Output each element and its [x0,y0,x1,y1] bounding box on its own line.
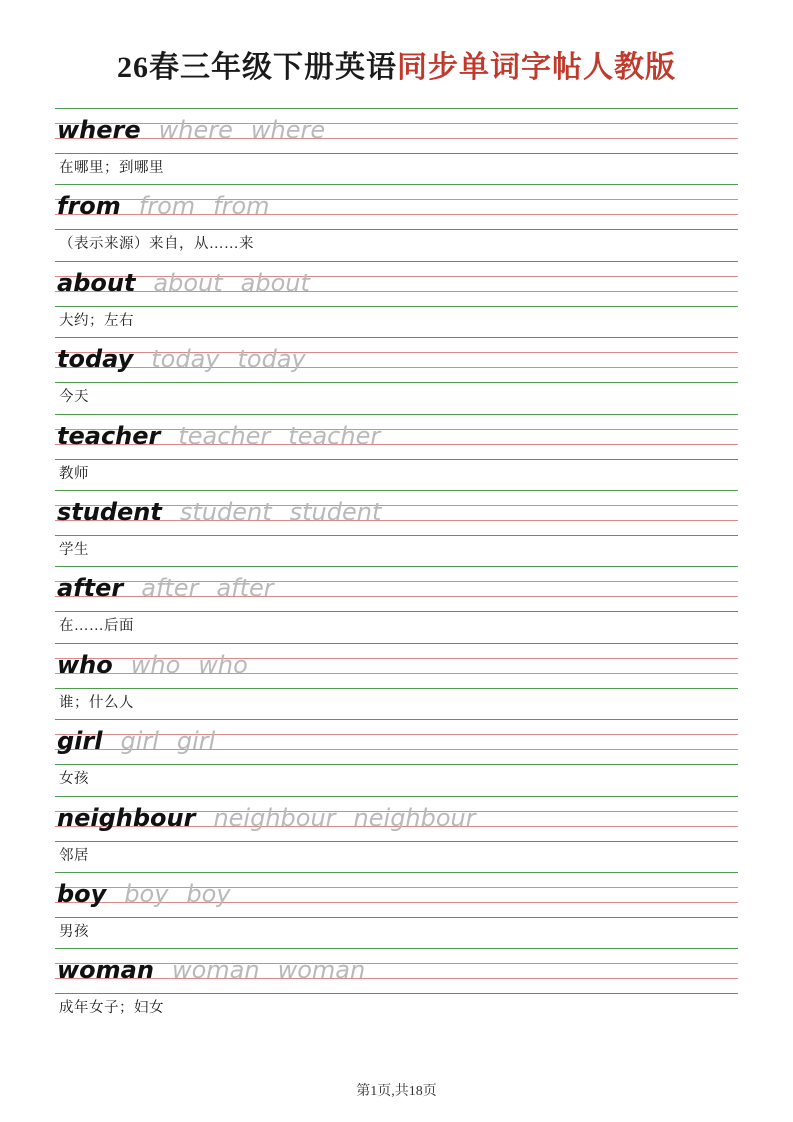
word-model: girl [57,727,103,756]
copybook-entry [55,948,738,1024]
copybook-entry [55,872,738,948]
word-trace: about [240,268,310,297]
four-line-staff [55,948,738,994]
word-row [55,259,326,307]
four-line-staff [55,719,738,765]
word-model: teacher [57,421,161,450]
word-model: today [57,345,134,374]
copybook-entry [55,490,738,566]
copybook-entry [55,184,738,260]
copybook-entry [55,643,738,719]
page-title [55,42,738,86]
page-title-part-2: 同步单词字帖人教版 [397,51,676,84]
word-trace: student [289,497,382,526]
copybook-entry [55,719,738,795]
word-meaning: 在……后面 [59,618,134,635]
word-trace: woman [171,956,260,985]
four-line-staff [55,108,738,154]
word-row [55,335,322,383]
word-trace: about [153,268,223,297]
word-meaning: 谁；什么人 [59,694,134,711]
word-model: from [57,192,121,221]
word-trace: where [158,116,233,144]
word-meaning: 邻居 [59,847,89,864]
word-row [55,794,492,842]
word-row [55,182,286,230]
word-model: after [57,574,124,603]
copybook-entry [55,261,738,337]
word-model: neighbour [57,803,196,832]
word-row [55,717,231,765]
word-trace: student [179,497,272,526]
word-trace: who [198,650,248,679]
word-meaning: 在哪里；到哪里 [59,160,164,176]
word-row [55,564,290,612]
copybook-entry [55,108,738,184]
word-row [55,641,264,689]
word-row [55,488,397,536]
copybook-entry [55,566,738,642]
word-trace: who [130,650,181,679]
word-trace: today [237,345,306,374]
word-model: where [57,116,141,144]
word-row [55,412,396,460]
four-line-staff [55,643,738,689]
word-model: about [57,268,136,297]
word-row [55,946,381,994]
four-line-staff [55,796,738,842]
word-model: student [57,497,162,526]
word-trace: where [250,116,326,144]
four-line-staff [55,414,738,460]
copybook-entry [55,414,738,490]
word-meaning: 男孩 [59,923,89,940]
word-row [55,106,341,154]
word-meaning: 大约；左右 [59,312,134,329]
word-trace: boy [186,879,231,908]
word-meaning: （表示来源）来自，从……来 [59,236,254,253]
word-model: who [57,650,113,679]
word-meaning: 教师 [59,465,89,482]
word-trace: woman [277,956,366,985]
four-line-staff [55,184,738,230]
copybook-entries [55,108,738,1025]
page-title-part-1: 26春三年级下册英语 [117,51,397,84]
four-line-staff [55,872,738,918]
word-meaning: 今天 [59,389,89,406]
four-line-staff [55,337,738,383]
word-trace: after [141,574,199,603]
copybook-entry [55,796,738,872]
copybook-entry [55,337,738,413]
four-line-staff [55,566,738,612]
word-trace: neighbour [353,803,476,832]
word-trace: from [138,192,196,221]
word-trace: girl [120,727,159,756]
word-trace: girl [176,727,216,756]
word-trace: neighbour [213,803,336,832]
word-trace: from [213,192,270,221]
word-trace: teacher [288,421,381,450]
word-meaning: 成年女子；妇女 [59,1000,164,1017]
word-model: woman [57,956,154,985]
word-trace: today [151,345,220,374]
word-trace: after [216,574,274,603]
word-meaning: 女孩 [59,771,89,788]
word-row [55,870,247,918]
word-trace: teacher [178,421,271,450]
word-trace: boy [124,879,169,908]
four-line-staff [55,261,738,307]
word-model: boy [57,879,107,908]
four-line-staff [55,490,738,536]
page-footer: 第1页,共18页 [356,1084,437,1099]
word-meaning: 学生 [59,541,89,558]
